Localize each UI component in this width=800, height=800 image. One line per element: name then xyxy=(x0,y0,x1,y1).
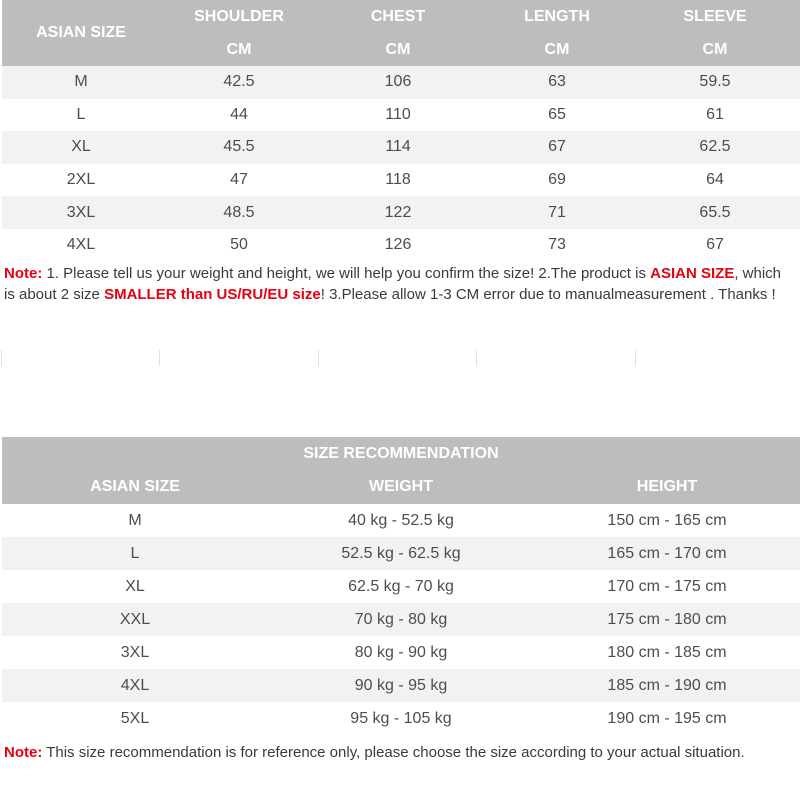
size-chart-header xyxy=(2,0,800,66)
table-row xyxy=(2,504,800,537)
cell-size: 4XL xyxy=(66,236,96,254)
cell-weight: 80 kg - 90 kg xyxy=(354,643,448,661)
cell-shoulder: 50 xyxy=(230,236,248,254)
table-row xyxy=(2,636,800,669)
cell-sleeve: 67 xyxy=(706,236,724,254)
cell-size: 3XL xyxy=(120,643,150,661)
table-row xyxy=(2,164,800,197)
cell-chest: 118 xyxy=(385,171,411,189)
cell-shoulder: 47 xyxy=(230,171,248,189)
note-text: This size recommendation is for reference only, please choose the size according to your actual situation. xyxy=(42,744,745,761)
cell-size: XL xyxy=(71,138,91,156)
cell-size: L xyxy=(130,544,140,562)
note-text-3: ! 3.Please allow 1-3 CM error due to manualmeasurement . Thanks ! xyxy=(320,286,776,303)
cell-length: 71 xyxy=(548,203,566,221)
cell-length: 63 xyxy=(548,73,566,91)
note-prefix: Note: xyxy=(4,265,43,282)
cell-size: 2XL xyxy=(66,171,96,189)
cell-shoulder: 42.5 xyxy=(223,73,255,91)
table-row xyxy=(2,229,800,262)
note-text-2: , which is about 2 size xyxy=(4,265,782,303)
table-row xyxy=(2,99,800,132)
header-asian-size: ASIAN SIZE xyxy=(90,478,180,495)
cell-size: L xyxy=(76,105,86,123)
cell-weight: 90 kg - 95 kg xyxy=(354,676,448,694)
header-chest-label: CHEST xyxy=(370,7,426,25)
cell-height: 165 cm - 170 cm xyxy=(607,544,727,562)
table-row xyxy=(2,669,800,702)
cell-length: 65 xyxy=(548,105,566,123)
size-recommendation-column-headers xyxy=(2,470,800,504)
header-chest xyxy=(318,0,478,66)
cell-size: XXL xyxy=(119,610,151,628)
divider-line xyxy=(159,350,160,366)
cell-weight: 95 kg - 105 kg xyxy=(350,709,452,727)
cell-weight: 70 kg - 80 kg xyxy=(354,610,448,628)
cell-height: 175 cm - 180 cm xyxy=(607,610,727,628)
size-recommendation-header xyxy=(2,437,800,504)
cell-weight: 52.5 kg - 62.5 kg xyxy=(341,544,461,562)
header-length-unit: CM xyxy=(544,40,570,58)
cell-size: M xyxy=(128,511,142,529)
cell-weight: 62.5 kg - 70 kg xyxy=(348,577,454,595)
size-chart-body xyxy=(2,66,800,262)
cell-height: 150 cm - 165 cm xyxy=(607,511,727,529)
size-chart-table xyxy=(2,0,800,254)
cell-size: 3XL xyxy=(66,203,96,221)
table-row xyxy=(2,131,800,164)
column-divider-remnants xyxy=(0,350,800,366)
note-highlight-asian-size: ASIAN SIZE xyxy=(650,265,735,282)
size-recommendation-body xyxy=(2,504,800,735)
header-length-label: LENGTH xyxy=(524,7,590,25)
divider-line xyxy=(1,350,2,366)
cell-size: M xyxy=(74,73,88,91)
header-sleeve-unit: CM xyxy=(702,40,728,58)
header-chest-unit: CM xyxy=(385,40,411,58)
header-sleeve-label: SLEEVE xyxy=(683,7,747,25)
cell-height: 190 cm - 195 cm xyxy=(607,709,727,727)
cell-sleeve: 59.5 xyxy=(699,73,731,91)
size-recommendation-table xyxy=(2,437,800,727)
size-recommendation-note xyxy=(4,742,784,763)
header-asian-size: ASIAN SIZE xyxy=(36,24,126,41)
header-shoulder xyxy=(160,0,318,66)
cell-shoulder: 44 xyxy=(230,105,248,123)
table-row xyxy=(2,66,800,99)
note-prefix: Note: xyxy=(4,744,43,761)
cell-size: 4XL xyxy=(120,676,150,694)
table-row xyxy=(2,196,800,229)
size-recommendation-title: SIZE RECOMMENDATION xyxy=(303,444,499,462)
cell-chest: 122 xyxy=(384,203,412,221)
cell-sleeve: 65.5 xyxy=(699,203,731,221)
cell-size: 5XL xyxy=(120,709,150,727)
cell-sleeve: 61 xyxy=(706,105,724,123)
table-row xyxy=(2,570,800,603)
cell-chest: 106 xyxy=(384,73,412,91)
cell-weight: 40 kg - 52.5 kg xyxy=(348,511,454,529)
note-text-1: 1. Please tell us your weight and height, we will help you confirm the size! 2.The product is xyxy=(42,265,651,282)
header-shoulder-label: SHOULDER xyxy=(194,7,284,25)
header-height: HEIGHT xyxy=(636,478,698,495)
header-sleeve xyxy=(636,0,794,66)
table-row xyxy=(2,702,800,735)
table-row xyxy=(2,537,800,570)
divider-line xyxy=(476,350,477,366)
cell-size: XL xyxy=(125,577,145,595)
cell-sleeve: 62.5 xyxy=(699,138,731,156)
header-weight: WEIGHT xyxy=(369,478,433,495)
header-shoulder-unit: CM xyxy=(226,40,252,58)
divider-line xyxy=(635,350,636,366)
cell-chest: 114 xyxy=(385,138,411,156)
cell-length: 73 xyxy=(548,236,566,254)
cell-shoulder: 48.5 xyxy=(223,203,255,221)
cell-shoulder: 45.5 xyxy=(223,138,255,156)
divider-line xyxy=(318,350,319,366)
cell-length: 69 xyxy=(548,171,566,189)
cell-length: 67 xyxy=(548,138,566,156)
cell-height: 180 cm - 185 cm xyxy=(607,643,727,661)
header-length xyxy=(478,0,636,66)
cell-height: 185 cm - 190 cm xyxy=(607,676,727,694)
note-highlight-smaller: SMALLER than US/RU/EU size xyxy=(104,286,321,303)
cell-chest: 126 xyxy=(384,236,412,254)
size-chart-note xyxy=(4,263,794,321)
cell-sleeve: 64 xyxy=(706,171,724,189)
cell-chest: 110 xyxy=(385,105,411,123)
table-row xyxy=(2,603,800,636)
cell-height: 170 cm - 175 cm xyxy=(607,577,727,595)
